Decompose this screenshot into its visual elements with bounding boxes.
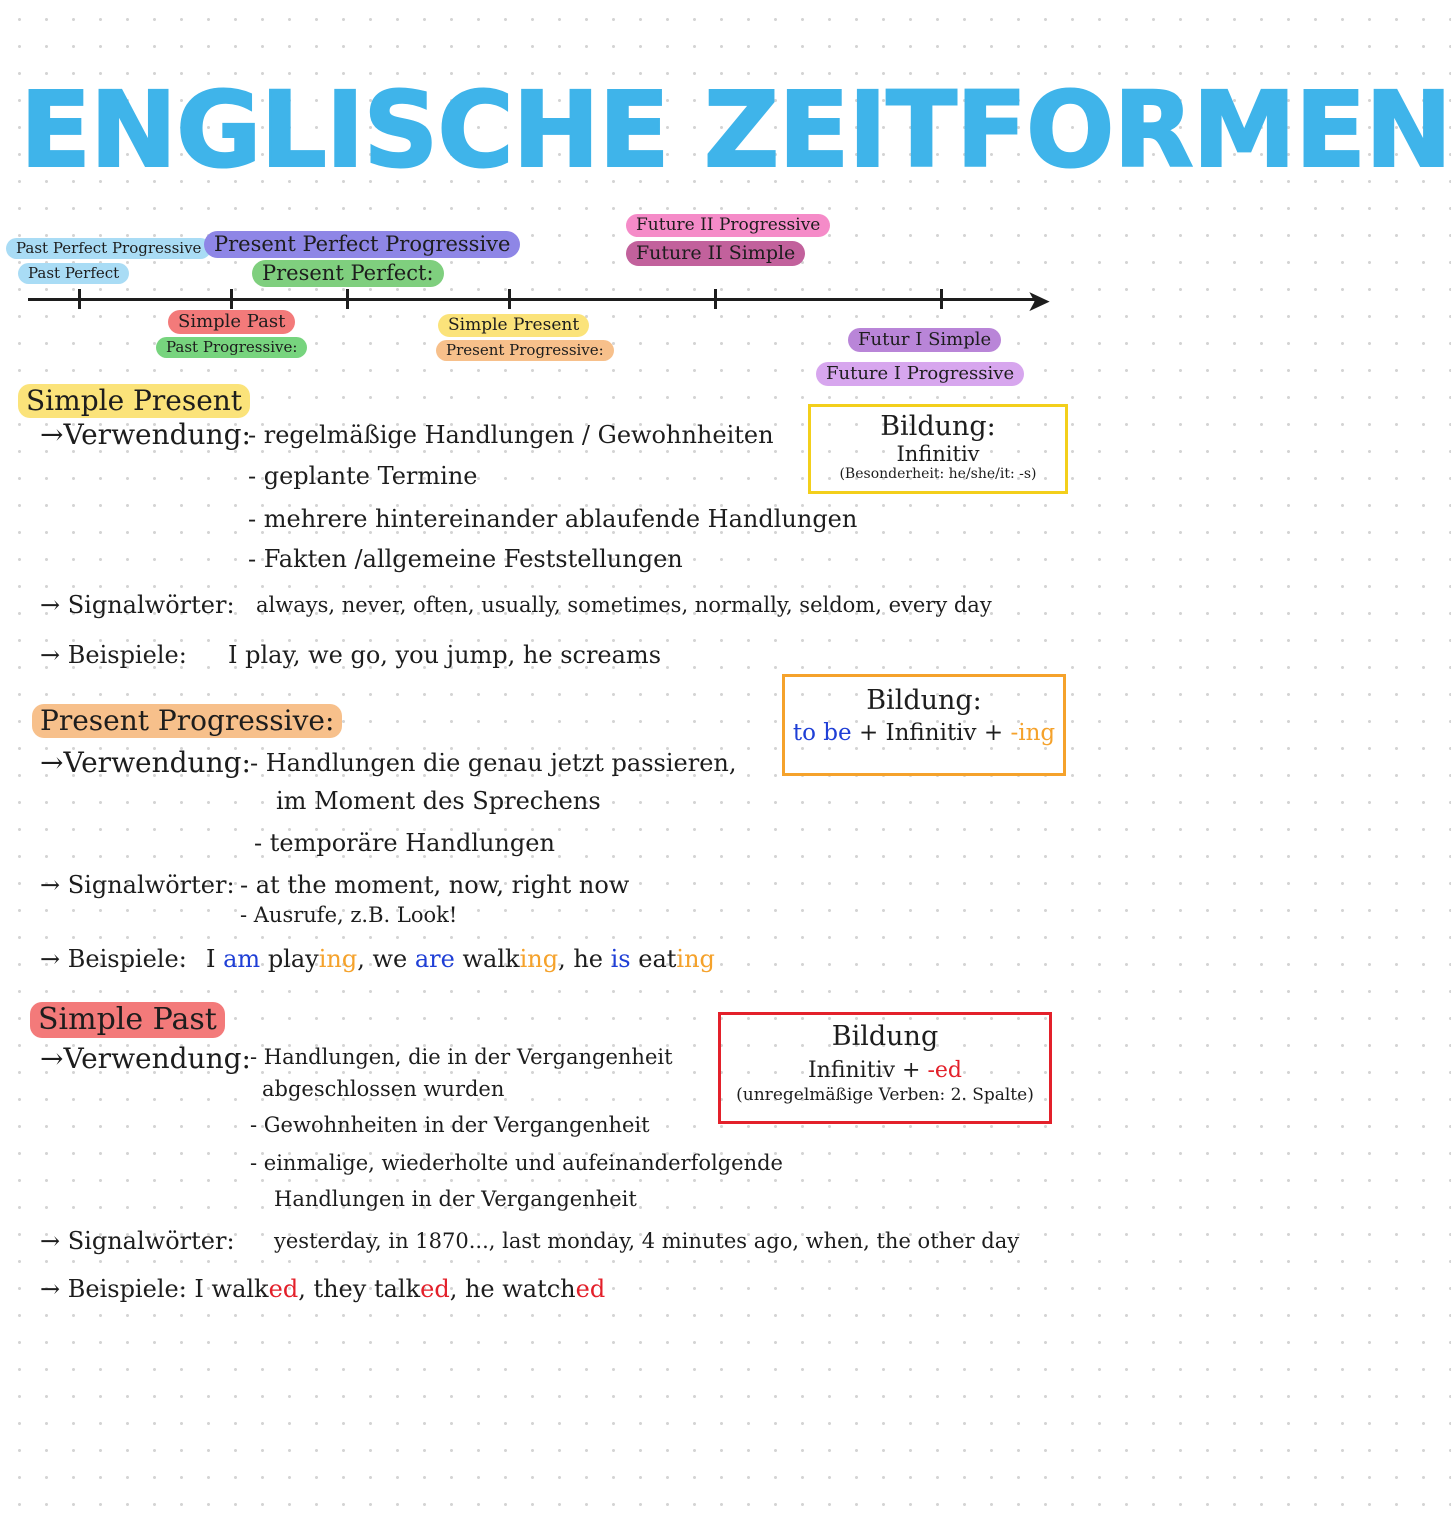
use-item: - Fakten /allgemeine Feststellungen — [248, 545, 683, 573]
timeline-tick — [508, 289, 511, 309]
use-label: →Verwendung: — [40, 1042, 251, 1075]
signal-label: → Signalwörter: — [40, 871, 235, 899]
use-item: - temporäre Handlungen — [254, 829, 555, 857]
tense-present-perfect-progressive: Present Perfect Progressive — [204, 231, 520, 258]
example-text: , they talk — [298, 1275, 421, 1303]
examples-label: → Beispiele: — [40, 641, 187, 669]
section-heading: Simple Past — [30, 1002, 225, 1038]
timeline-tick — [940, 289, 943, 309]
use-item: - einmalige, wiederholte und aufeinanderfolgende — [250, 1151, 783, 1175]
timeline-tick — [714, 289, 717, 309]
timeline-axis — [28, 298, 1038, 301]
bildung-formula — [721, 1058, 1049, 1083]
signal-words: - at the moment, now, right now — [240, 871, 630, 899]
bildung-title: Bildung: — [866, 685, 982, 716]
example-text: I walk — [194, 1275, 269, 1303]
bildung-formula — [785, 720, 1063, 746]
example-aux: are — [414, 945, 455, 973]
examples: I play, we go, you jump, he screams — [228, 641, 662, 669]
bildung-ed: -ed — [927, 1058, 962, 1084]
tense-past-progressive: Past Progressive: — [156, 337, 307, 358]
example-text: eat — [630, 945, 677, 973]
use-item: - Gewohnheiten in der Vergangenheit — [250, 1113, 650, 1137]
section-heading: Simple Present — [18, 384, 250, 418]
signal-words: always, never, often, usually, sometimes, normally, seldom, every day — [256, 593, 992, 617]
bildung-note: (unregelmäßige Verben: 2. Spalte) — [736, 1085, 1034, 1106]
tense-simple-past: Simple Past — [168, 310, 295, 334]
bildung-title: Bildung: — [880, 411, 996, 442]
signal-label: → Signalwörter: — [40, 1227, 235, 1255]
example-text: , we — [357, 945, 415, 973]
examples-label: → Beispiele: — [40, 945, 187, 973]
examples-label-text: → Beispiele: — [40, 1275, 187, 1303]
bildung-note: (Besonderheit: he/she/it: -s) — [839, 466, 1037, 483]
example-text: play — [260, 945, 319, 973]
bildung-plus: + Infinitiv + — [851, 720, 1011, 747]
tense-past-perfect: Past Perfect — [18, 263, 129, 284]
example-suffix: ing — [318, 945, 358, 973]
examples — [206, 946, 715, 972]
example-suffix: ing — [519, 945, 559, 973]
example-text: walk — [454, 945, 520, 973]
signal-label: → Signalwörter: — [40, 591, 235, 619]
timeline-tick — [346, 289, 349, 309]
tense-past-perfect-progressive: Past Perfect Progressive — [6, 238, 211, 259]
example-text: I — [206, 945, 224, 973]
examples-label — [40, 1276, 605, 1302]
use-item: abgeschlossen wurden — [262, 1077, 505, 1101]
use-item: im Moment des Sprechens — [276, 787, 601, 815]
example-text: , he watch — [449, 1275, 576, 1303]
bildung-to-be: to be — [792, 720, 852, 747]
use-label: →Verwendung: — [40, 746, 251, 779]
bildung-formula-text: Infinitiv + — [807, 1058, 928, 1084]
bildung-box — [718, 1012, 1052, 1124]
use-item: - regelmäßige Handlungen / Gewohnheiten — [248, 421, 774, 449]
example-suffix: ed — [420, 1275, 450, 1303]
bildung-title: Bildung — [831, 1021, 939, 1052]
use-item: Handlungen in der Vergangenheit — [274, 1187, 637, 1211]
tense-future-perfect-progressive: Future II Progressive — [626, 214, 830, 237]
tense-present-perfect: Present Perfect: — [252, 260, 444, 287]
example-text: , he — [558, 945, 611, 973]
example-aux: am — [223, 945, 261, 973]
example-suffix: ing — [676, 945, 715, 973]
example-suffix: ed — [268, 1275, 299, 1303]
use-item: - Handlungen, die in der Vergangenheit — [250, 1045, 673, 1069]
signal-words: yesterday, in 1870..., last monday, 4 minutes ago, when, the other day — [274, 1229, 1020, 1253]
timeline-tick — [230, 289, 233, 309]
tense-present-progressive: Present Progressive: — [436, 340, 614, 361]
bildung-formula: Infinitiv — [896, 442, 980, 467]
signal-words: - Ausrufe, z.B. Look! — [240, 903, 458, 927]
page-title: ENGLISCHE ZEITFORMEN — [20, 69, 1451, 191]
section-heading: Present Progressive: — [32, 704, 342, 738]
timeline-arrow-icon: ➤ — [1026, 284, 1052, 319]
tense-future-simple: Futur I Simple — [848, 328, 1001, 352]
use-label: →Verwendung: — [40, 418, 251, 451]
tense-future-progressive: Future I Progressive — [816, 362, 1024, 386]
use-item: - mehrere hintereinander ablaufende Handlungen — [248, 505, 858, 533]
bildung-box — [808, 404, 1068, 494]
use-item: - geplante Termine — [248, 462, 478, 490]
bildung-ing: -ing — [1010, 720, 1056, 747]
bildung-box — [782, 674, 1066, 776]
tense-future-perfect-simple: Future II Simple — [626, 241, 805, 266]
tense-simple-present: Simple Present — [438, 314, 589, 337]
timeline-tick — [78, 289, 81, 309]
example-suffix: ed — [575, 1275, 606, 1303]
use-item: - Handlungen die genau jetzt passieren, — [250, 749, 737, 777]
example-aux: is — [610, 945, 631, 973]
